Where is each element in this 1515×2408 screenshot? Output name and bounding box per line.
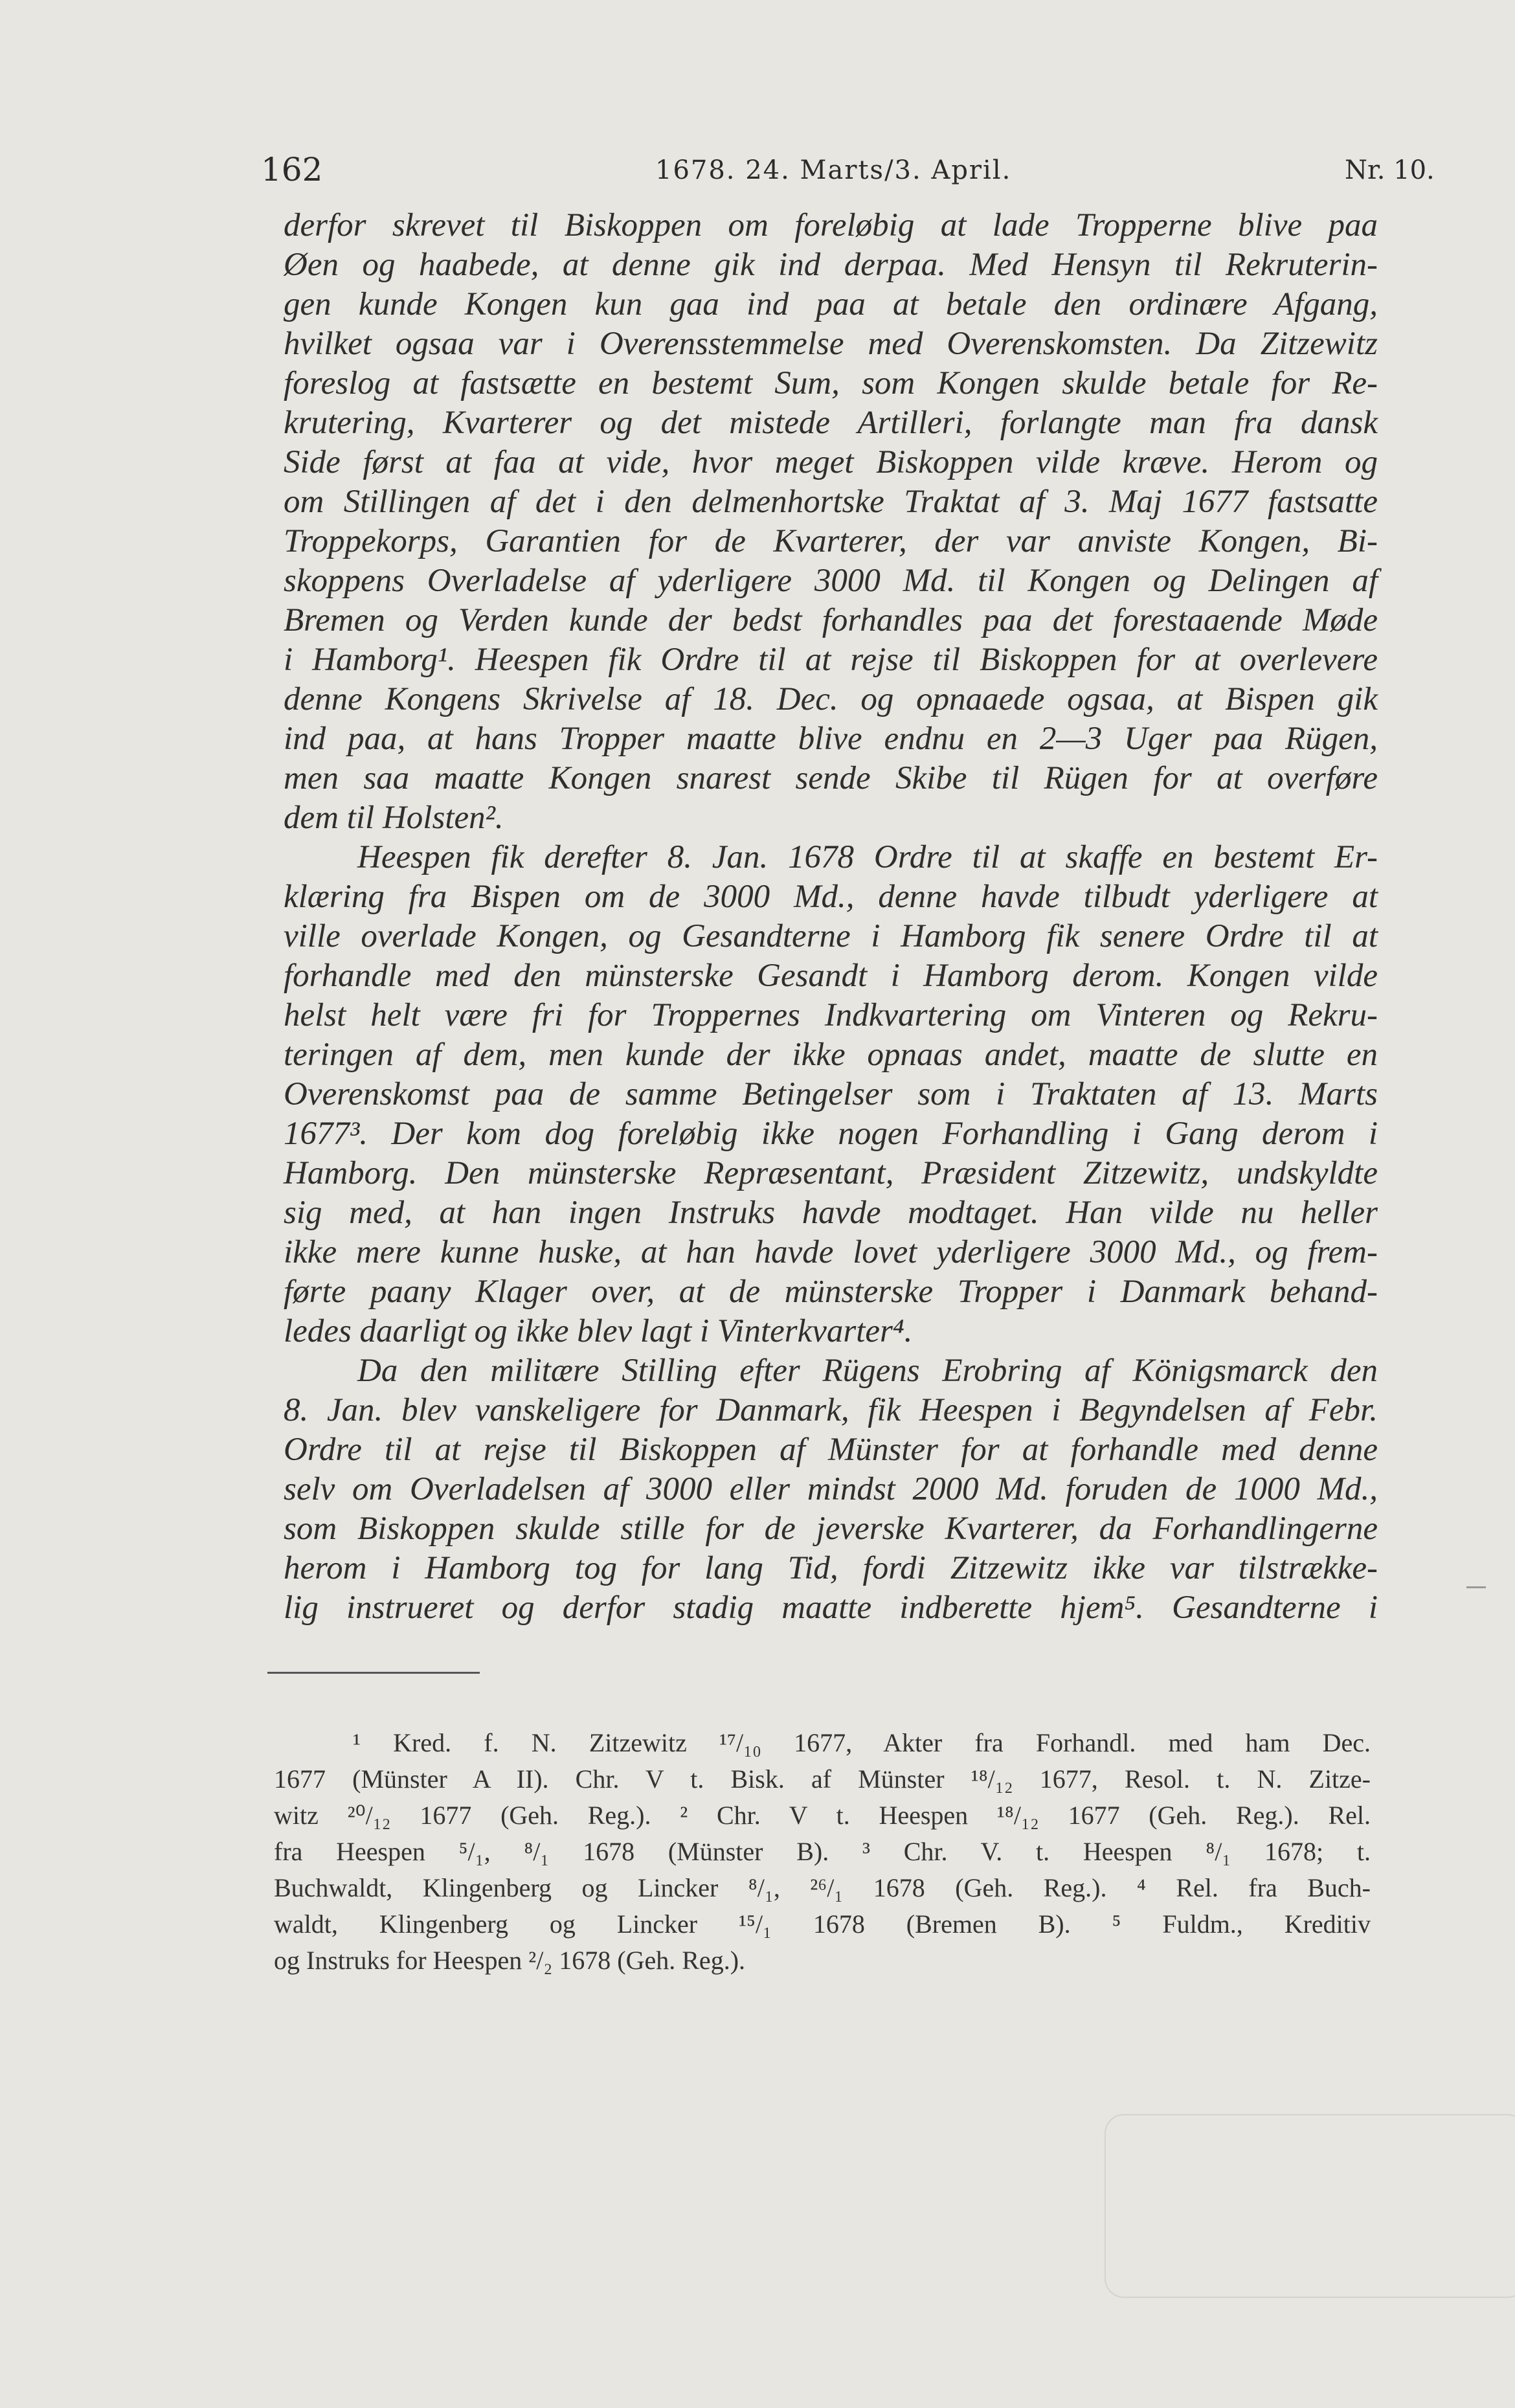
main-text (284, 206, 1378, 1628)
footnote-line: fra Heespen ⁵/₁, ⁸/₁ 1678 (Münster B). ³ Chr. V. t. Heespen ⁸/₁ 1678; t. (274, 1837, 1371, 1866)
page-number: 162 (261, 151, 323, 188)
text-line: denne Kongens Skrivelse af 18. Dec. og opnaaede ogsaa, at Bispen gik (284, 681, 1378, 717)
footnote-divider (267, 1672, 480, 1674)
text-line: 1677³. Der kom dog foreløbig ikke nogen Forhandling i Gang derom i (284, 1116, 1378, 1152)
text-line: Overenskomst paa de samme Betingelser som i Traktaten af 13. Marts (284, 1076, 1378, 1112)
footnote-line: ¹ Kred. f. N. Zitzewitz ¹⁷/₁₀ 1677, Akter fra Forhandl. med ham Dec. (353, 1728, 1371, 1757)
text-line: gen kunde Kongen kun gaa ind paa at betale den ordinære Afgang, (284, 286, 1378, 322)
text-line: Troppekorps, Garantien for de Kvarterer, der var anviste Kongen, Bi- (284, 523, 1378, 559)
text-line: ville overlade Kongen, og Gesandterne i Hamborg fik senere Ordre til at (284, 918, 1378, 954)
text-line: førte paany Klager over, at de münsterske Tropper i Danmark behand- (284, 1274, 1378, 1310)
text-line: ledes daarligt og ikke blev lagt i Vinterkvarter⁴. (284, 1313, 913, 1349)
text-line: Øen og haabede, at denne gik ind derpaa. Med Hensyn til Rekruterin- (284, 247, 1378, 283)
text-line: herom i Hamborg tog for lang Tid, fordi Zitzewitz ikke var tilstrække- (284, 1550, 1378, 1586)
text-line: ind paa, at hans Tropper maatte blive endnu en 2—3 Uger paa Rügen, (284, 721, 1378, 757)
text-line: ikke mere kunne huske, at han havde lovet yderligere 3000 Md., og frem- (284, 1234, 1378, 1270)
text-line: 8. Jan. blev vanskeligere for Danmark, fik Heespen i Begyndelsen af Febr. (284, 1392, 1378, 1428)
text-line: helst helt være fri for Troppernes Indkvartering om Vinteren og Rekru- (284, 997, 1378, 1033)
page-edge-shadow (1105, 2114, 1515, 2298)
text-line: krutering, Kvarterer og det mistede Artilleri, forlangte man fra dansk (284, 405, 1378, 441)
text-line: Da den militære Stilling efter Rügens Erobring af Königsmarck den (357, 1353, 1378, 1389)
text-line: teringen af dem, men kunde der ikke opnaas andet, maatte de slutte en (284, 1037, 1378, 1073)
text-line: Ordre til at rejse til Biskoppen af Münster for at forhandle med denne (284, 1432, 1378, 1468)
text-line: Bremen og Verden kunde der bedst forhandles paa det forestaaende Møde (284, 602, 1378, 638)
footnote-line: 1677 (Münster A II). Chr. V t. Bisk. af Münster ¹⁸/₁₂ 1677, Resol. t. N. Zitze- (274, 1764, 1371, 1794)
stray-mark (1466, 1586, 1486, 1588)
text-line: skoppens Overladelse af yderligere 3000 Md. til Kongen og Delingen af (284, 563, 1378, 599)
text-line: i Hamborg¹. Heespen fik Ordre til at rejse til Biskoppen for at overlevere (284, 642, 1378, 678)
text-line: Hamborg. Den münsterske Repræsentant, Præsident Zitzewitz, undskyldte (284, 1155, 1378, 1191)
text-line: selv om Overladelsen af 3000 eller mindst 2000 Md. foruden de 1000 Md., (284, 1471, 1378, 1507)
text-line: om Stillingen af det i den delmenhortske Traktat af 3. Maj 1677 fastsatte (284, 484, 1378, 520)
footnote-line: Buchwaldt, Klingenberg og Lincker ⁸/₁, ²⁶/₁ 1678 (Geh. Reg.). ⁴ Rel. fra Buch- (274, 1873, 1371, 1902)
text-line: sig med, at han ingen Instruks havde modtaget. Han vilde nu heller (284, 1195, 1378, 1231)
footnote-line: witz ²⁰/₁₂ 1677 (Geh. Reg.). ² Chr. V t. Heespen ¹⁸/₁₂ 1677 (Geh. Reg.). Rel. (274, 1801, 1371, 1830)
running-title: 1678. 24. Marts/3. April. (655, 155, 1012, 185)
text-line: foreslog at fastsætte en bestemt Sum, som Kongen skulde betale for Re- (284, 365, 1378, 401)
text-line: Side først at faa at vide, hvor meget Biskoppen vilde kræve. Herom og (284, 444, 1378, 480)
text-line: men saa maatte Kongen snarest sende Skibe til Rügen for at overføre (284, 760, 1378, 796)
volume-number: Nr. 10. (1345, 155, 1435, 185)
text-line: derfor skrevet til Biskoppen om foreløbig at lade Tropperne blive paa (284, 207, 1378, 243)
text-line: dem til Holsten². (284, 800, 504, 836)
text-line: hvilket ogsaa var i Overensstemmelse med Overenskomsten. Da Zitzewitz (284, 326, 1378, 362)
footnote-line: waldt, Klingenberg og Lincker ¹⁵/₁ 1678 (Bremen B). ⁵ Fuldm., Kreditiv (274, 1909, 1371, 1939)
text-line: forhandle med den münsterske Gesandt i Hamborg derom. Kongen vilde (284, 958, 1378, 994)
text-line: Heespen fik derefter 8. Jan. 1678 Ordre til at skaffe en bestemt Er- (357, 839, 1378, 875)
text-line: som Biskoppen skulde stille for de jeverske Kvarterer, da Forhandlingerne (284, 1511, 1378, 1547)
footnote-line: og Instruks for Heespen ²/₂ 1678 (Geh. Reg.). (274, 1946, 746, 1975)
text-line: lig instrueret og derfor stadig maatte indberette hjem⁵. Gesandterne i (284, 1590, 1378, 1626)
text-line: klæring fra Bispen om de 3000 Md., denne havde tilbudt yderligere at (284, 879, 1378, 915)
footnotes (274, 1725, 1371, 1979)
